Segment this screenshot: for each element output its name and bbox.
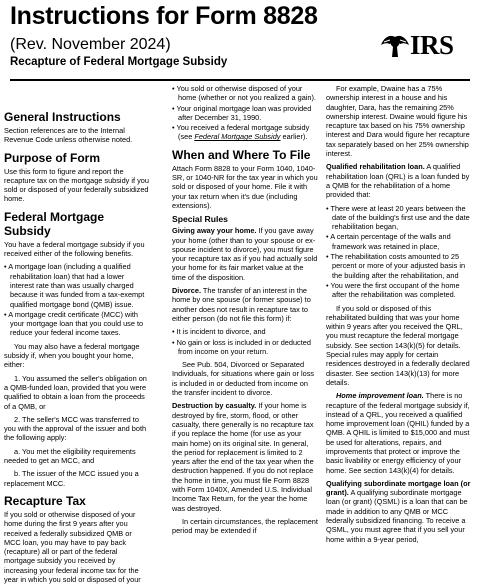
qrl-bullet-3: • The rehabilitation costs amounted to 25 percent or more of your adjusted basis in the building after the rehabilitation, and	[326, 252, 472, 280]
federal-mortgage-subsidy-heading: Federal Mortgage Subsidy	[4, 209, 105, 238]
general-instructions-heading: General Instructions	[4, 110, 121, 124]
giving-away-paragraph: Giving away your home. If you gave away your home (other than to your spouse or ex-spouse incident to divorce), you must figure your recapture tax as if you had actually sold your home for its fair market value at the time of the disposition.	[172, 226, 318, 282]
casualty-paragraph-2: In certain circumstances, the replacement period may be extended if	[172, 516, 318, 536]
recapture-bullet-1: • You sold or otherwise disposed of your home (whether or not you realized a gain).	[172, 84, 318, 103]
fms-item-a: a. You met the eligibility requirements needed to get an MCC, and	[4, 446, 136, 466]
home-improvement-lead: Home improvement loan.	[336, 391, 424, 401]
fms-bullet-1: • A mortgage loan (including a qualified rehabilitation loan) that had a lower interest rate than was usually charged because it was funded from a tax-exempt qualified mortgage bond (QMB) issue.	[4, 262, 150, 308]
fms-intro: You have a federal mortgage subsidy if you received either of the following benefits.	[4, 239, 145, 259]
casualty-paragraph: Destruction by casualty. If your home is destroyed by fire, storm, flood, or other casualty, there generally is no recapture tax if you replace the home (for use as your main home) on its original site. In general, the period for replacement is limited to 2 years after the end of the tax year when the destruction happened. If you do not replace the home in time, you must file Form 8828 with Form 1040X, Amended U.S. Individual Income Tax Return, for the year the home was destroyed.	[172, 401, 314, 513]
qsml-lead: Qualifying subordinate mortgage loan (or grant).	[326, 478, 471, 498]
column-2	[172, 84, 318, 536]
page-title: Instructions for Form 8828	[10, 2, 318, 30]
casualty-lead: Destruction by casualty.	[172, 401, 257, 411]
column-3	[326, 84, 472, 544]
qrl-bullet-4: • You were the first occupant of the home after the rehabilitation was completed.	[326, 281, 472, 300]
fms-bullet-2: • A mortgage credit certificate (MCC) with your mortgage loan that you could use to reduce your federal income taxes.	[4, 310, 150, 338]
recapture-tax-heading: Recapture Tax	[4, 493, 86, 508]
revision-date: (Rev. November 2024)	[10, 36, 171, 53]
special-rules-heading: Special Rules	[172, 214, 228, 225]
giving-away-lead: Giving away your home.	[172, 226, 257, 236]
divorce-bullet-1: • It is incident to divorce, and	[172, 327, 318, 336]
divorce-paragraph-2: See Pub. 504, Divorced or Separated Individuals, for situations where gain or loss is included in or deducted from income on the transfer incident to divorce.	[172, 360, 315, 398]
fms-item-b: b. The issuer of the MCC issued you a replacement MCC.	[4, 469, 139, 488]
qrl-lead: Qualified rehabilitation loan.	[326, 162, 425, 172]
recapture-tax-text: If you sold or otherwise disposed of your home during the first 9 years after you received a federally subsidized QMB or MCC loan, you may have to pay back (recapture) all or part of the federal mortgage subsidy you received by increasing your federal income tax for the year in which you sold or disposed of your	[4, 509, 141, 584]
divorce-paragraph: Divorce. The transfer of an interest in the home by one spouse (or former spouse) to another does not result in recapture tax to either person (do not file this form) if:	[172, 286, 311, 323]
qrl-bullet-1: • There were at least 20 years between the date of the building's first use and the date rehabilitation began,	[326, 204, 472, 232]
fms-paragraph-2: You may also have a federal mortgage subsidy if, when you bought your home, either:	[4, 341, 140, 370]
column-1	[4, 84, 150, 584]
qrl-paragraph-2: If you sold or disposed of this rehabilitated building that was your home within 9 years after you received the QRL, you must recapture the federal mortgage subsidy. See section 143(k)(5) for details. Special rules may apply for certain residences destroyed in a federally declared disaster. See section 143(k)(13) for more details.	[326, 303, 470, 387]
irs-logo	[378, 28, 470, 64]
purpose-text: Use this form to figure and report the recapture tax on the mortgage subsidy if you sold or disposed of your federally subsidized home.	[4, 166, 149, 204]
eagle-icon	[378, 28, 412, 62]
header-rule	[10, 79, 470, 81]
irs-logo-text: IRS	[410, 30, 454, 60]
form-header	[10, 0, 470, 82]
home-improvement-paragraph: Home improvement loan. There is no recapture of the federal mortgage subsidy if, instead of a QRL, you received a qualified home improvement loan (QHIL) funded by a QMB. A QHIL is limited to $15,000 and must be used for alterations, repairs, and improvements that protect or improve the basic livability or energy efficiency of your home. See section 143(k)(4) for details.	[326, 391, 470, 475]
qsml-paragraph: Qualifying subordinate mortgage loan (or grant). A qualifying subordinate mortgage loan (or grant) (QSML) is a loan that can be made in addition to any QMB or MCC federally subsidized financing. To receive a QSML, you must agree that if you sell your home within a 9-year period,	[326, 478, 471, 544]
divorce-bullet-2: • No gain or loss is included in or deducted from income on your return.	[172, 338, 318, 357]
federal-mortgage-subsidy-link[interactable]: Federal Mortgage Subsidy	[194, 132, 281, 142]
example-paragraph: For example, Dwaine has a 75% ownership interest in a house and his daughter, Dara, has the remaining 25% ownership interest. Dwaine would figure his recapture tax based on his 75% ownership interest and Dara would figure her recapture tax separately based on her 25% ownership interest.	[326, 84, 470, 159]
form-subtitle: Recapture of Federal Mortgage Subsidy	[10, 56, 228, 68]
divorce-lead: Divorce.	[172, 286, 201, 296]
recapture-bullet-3: • You received a federal mortgage subsidy (see Federal Mortgage Subsidy earlier).	[172, 123, 318, 142]
purpose-heading: Purpose of Form	[4, 150, 101, 165]
general-instructions-text: Section references are to the Internal Revenue Code unless otherwise noted.	[4, 126, 133, 145]
fms-numbered-2: 2. The seller's MCC was transferred to you with the approval of the issuer and both the following apply:	[4, 414, 147, 443]
fms-numbered-1: 1. You assumed the seller's obligation on a QMB-funded loan, provided that you were qualified to obtain a loan from the proceeds of a QMB, or	[4, 373, 147, 411]
qrl-bullet-2: • A certain percentage of the walls and framework was retained in place,	[326, 232, 472, 251]
recapture-bullet-2: • Your original mortgage loan was provided after December 31, 1990.	[172, 104, 318, 123]
when-where-text: Attach Form 8828 to your Form 1040, 1040-SR, or 1040-NR for the tax year in which you sold or disposed of your home. File it with your tax return when it's due (including extensions).	[172, 163, 318, 210]
qrl-paragraph: Qualified rehabilitation loan. A qualified rehabilitation loan (QRL) is a loan funded by a QMB for the rehabilitation of a home provided that:	[326, 162, 470, 200]
when-where-heading: When and Where To File	[172, 147, 311, 162]
